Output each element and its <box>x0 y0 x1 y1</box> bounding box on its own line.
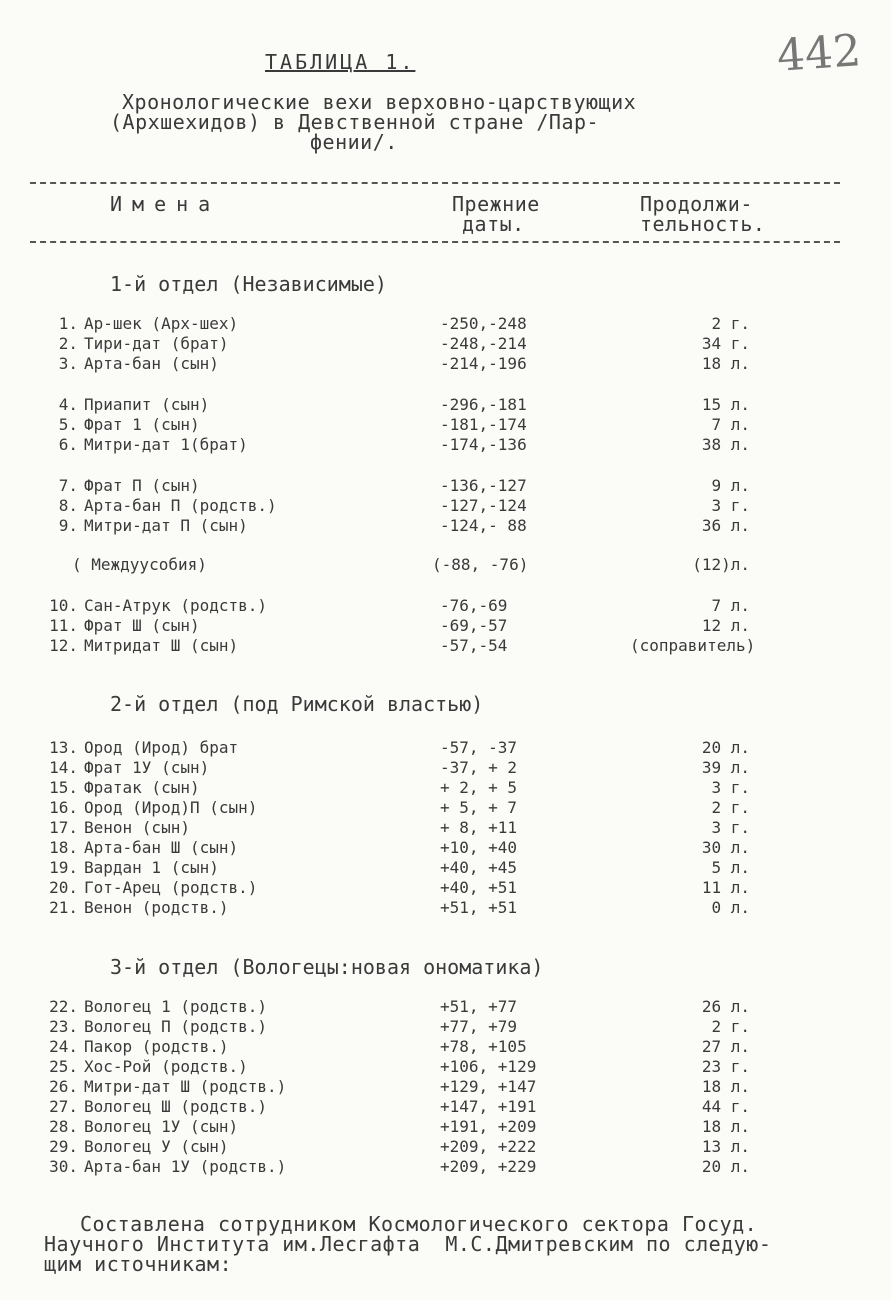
row-duration: 38 л. <box>701 435 750 454</box>
row-dates: +51, +77 <box>440 997 518 1016</box>
row-name: Фрат Ш (сын) <box>84 616 200 635</box>
row-number: 30. <box>49 1157 78 1176</box>
row-number: 7. <box>58 476 78 495</box>
row-duration: 2 г. <box>711 314 750 333</box>
row-dates: -214,-196 <box>440 354 527 373</box>
table-row <box>0 1017 891 1037</box>
row-dates: +209, +229 <box>440 1157 537 1176</box>
row-name: Арта-бан П (родств.) <box>84 496 277 515</box>
row-number: 5. <box>58 415 78 434</box>
row-number: 26. <box>49 1077 78 1096</box>
row-number: 19. <box>49 858 78 877</box>
row-duration: 30 л. <box>701 838 750 857</box>
row-duration: 36 л. <box>701 516 750 535</box>
row-name: Фрат 1У (сын) <box>84 758 210 777</box>
table-row <box>0 1057 891 1077</box>
footer-line-3: щим источникам: <box>44 1252 233 1276</box>
row-name: Вардан 1 (сын) <box>84 858 219 877</box>
table-row <box>0 878 891 898</box>
row-number: 8. <box>58 496 78 515</box>
table-row <box>0 898 891 918</box>
row-name: Вологец 1 (родств.) <box>84 997 268 1016</box>
row-name: Пакор (родств.) <box>84 1037 229 1056</box>
row-duration: 20 л. <box>701 738 750 757</box>
row-dates: -174,-136 <box>440 435 527 454</box>
table-row <box>0 596 891 616</box>
row-name: Вологец Ш (родств.) <box>84 1097 268 1116</box>
row-number: 29. <box>49 1137 78 1156</box>
row-name: Тири-дат (брат) <box>84 334 229 353</box>
table-row <box>0 858 891 878</box>
table-row <box>0 395 891 415</box>
subtitle-line-2: (Архшехидов) в Девственной стране /Пар- <box>110 110 600 134</box>
row-duration: (12)л. <box>692 555 750 574</box>
row-number: 6. <box>58 435 78 454</box>
row-name: Венон (родств.) <box>84 898 229 917</box>
table-row <box>0 818 891 838</box>
row-number: 20. <box>49 878 78 897</box>
table-row <box>0 616 891 636</box>
row-name: Фрат 1 (сын) <box>84 415 200 434</box>
row-duration: 39 л. <box>701 758 750 777</box>
row-dates: (-88, -76) <box>432 555 529 574</box>
table-row <box>0 1037 891 1057</box>
row-dates: +51, +51 <box>440 898 518 917</box>
row-dates: + 2, + 5 <box>440 778 518 797</box>
section-title: 1-й отдел (Независимые) <box>110 272 387 296</box>
column-header-names: Имена <box>110 192 221 216</box>
row-dates: +129, +147 <box>440 1077 537 1096</box>
row-dates: +10, +40 <box>440 838 518 857</box>
row-dates: +40, +51 <box>440 878 518 897</box>
row-dates: -57, -37 <box>440 738 518 757</box>
column-header-duration-1: Продолжи- <box>640 192 753 216</box>
row-number: 13. <box>49 738 78 757</box>
table-row <box>0 314 891 334</box>
column-header-duration-2: тельность. <box>640 212 766 236</box>
row-duration: 18 л. <box>701 1117 750 1136</box>
row-name: Ород (Ирод) брат <box>84 738 239 757</box>
row-dates: +77, +79 <box>440 1017 518 1036</box>
table-row <box>0 1157 891 1177</box>
row-name: Вологец 1У (сын) <box>84 1117 239 1136</box>
row-number: 23. <box>49 1017 78 1036</box>
row-duration: 18 л. <box>701 354 750 373</box>
row-dates: -136,-127 <box>440 476 527 495</box>
row-dates: -76,-69 <box>440 596 508 615</box>
row-duration: 44 г. <box>701 1097 750 1116</box>
column-header-dates-1: Прежние <box>452 192 540 216</box>
row-duration: 2 г. <box>711 1017 750 1036</box>
row-name: Митри-дат Ш (родств.) <box>84 1077 287 1096</box>
row-name: Ород (Ирод)П (сын) <box>84 798 258 817</box>
row-dates: -57,-54 <box>440 636 508 655</box>
table-row <box>0 778 891 798</box>
row-dates: +191, +209 <box>440 1117 537 1136</box>
row-duration: 0 л. <box>711 898 750 917</box>
table-row <box>0 798 891 818</box>
footer-line-1: Составлена сотрудником Космологического сектора Госуд. <box>80 1212 758 1236</box>
row-number: 15. <box>49 778 78 797</box>
page-number-mark: 442 <box>775 25 863 82</box>
row-name: Ар-шек (Арх-шех) <box>84 314 239 333</box>
table-row <box>0 636 891 656</box>
row-duration: 34 г. <box>701 334 750 353</box>
row-duration: 26 л. <box>701 997 750 1016</box>
row-dates: + 8, +11 <box>440 818 518 837</box>
row-name: Вологец П (родств.) <box>84 1017 268 1036</box>
row-dates: +78, +105 <box>440 1037 527 1056</box>
row-number: 9. <box>58 516 78 535</box>
section-title: 3-й отдел (Вологецы:новая ономатика) <box>110 955 544 979</box>
row-duration: 3 г. <box>711 818 750 837</box>
table-row <box>0 496 891 516</box>
row-name: Митри-дат П (сын) <box>84 516 248 535</box>
row-number: 4. <box>58 395 78 414</box>
table-row <box>0 1117 891 1137</box>
row-duration: 23 г. <box>701 1057 750 1076</box>
table-row <box>0 415 891 435</box>
table-row <box>0 1077 891 1097</box>
row-number: 28. <box>49 1117 78 1136</box>
row-dates: +147, +191 <box>440 1097 537 1116</box>
row-dates: -250,-248 <box>440 314 527 333</box>
table-row <box>0 435 891 455</box>
row-duration: 3 г. <box>711 496 750 515</box>
row-name: Фратак (сын) <box>84 778 200 797</box>
row-dates: +209, +222 <box>440 1137 537 1156</box>
row-dates: +106, +129 <box>440 1057 537 1076</box>
row-name: Арта-бан (сын) <box>84 354 219 373</box>
row-number: 2. <box>58 334 78 353</box>
row-number: 10. <box>49 596 78 615</box>
row-dates: -37, + 2 <box>440 758 518 777</box>
row-name: Арта-бан 1У (родств.) <box>84 1157 287 1176</box>
row-name: Арта-бан Ш (сын) <box>84 838 239 857</box>
row-number: 11. <box>49 616 78 635</box>
row-duration: 12 л. <box>701 616 750 635</box>
row-name: Митри-дат 1(брат) <box>84 435 248 454</box>
row-dates: -127,-124 <box>440 496 527 515</box>
row-name: Митридат Ш (сын) <box>84 636 239 655</box>
table-row <box>0 838 891 858</box>
header-rule-top <box>30 182 840 184</box>
row-name: Сан-Атрук (родств.) <box>84 596 268 615</box>
row-number: 18. <box>49 838 78 857</box>
table-title: ТАБЛИЦА 1. <box>265 50 416 74</box>
row-duration: 13 л. <box>701 1137 750 1156</box>
row-dates: -181,-174 <box>440 415 527 434</box>
row-name: Гот-Арец (родств.) <box>84 878 258 897</box>
row-duration: 2 г. <box>711 798 750 817</box>
column-header-dates-2: даты. <box>462 212 525 236</box>
table-row <box>0 555 891 575</box>
table-row <box>0 997 891 1017</box>
row-name: Приапит (сын) <box>84 395 210 414</box>
row-duration: 20 л. <box>701 1157 750 1176</box>
row-dates: -296,-181 <box>440 395 527 414</box>
row-number: 14. <box>49 758 78 777</box>
row-dates: -248,-214 <box>440 334 527 353</box>
row-dates: -124,- 88 <box>440 516 527 535</box>
row-number: 22. <box>49 997 78 1016</box>
row-duration: 15 л. <box>701 395 750 414</box>
table-row <box>0 354 891 374</box>
row-number: 27. <box>49 1097 78 1116</box>
row-number: 17. <box>49 818 78 837</box>
row-duration: 27 л. <box>701 1037 750 1056</box>
row-name: Вологец У (сын) <box>84 1137 229 1156</box>
row-number: 21. <box>49 898 78 917</box>
row-dates: + 5, + 7 <box>440 798 518 817</box>
row-number: 1. <box>58 314 78 333</box>
row-duration: 7 л. <box>711 415 750 434</box>
row-number: 16. <box>49 798 78 817</box>
table-row <box>0 516 891 536</box>
row-duration: 7 л. <box>711 596 750 615</box>
subtitle-line-3: фении/. <box>310 130 398 154</box>
table-row <box>0 738 891 758</box>
row-dates: +40, +45 <box>440 858 518 877</box>
footer-line-2: Научного Института им.Лесгафта М.С.Дмитревским по следую- <box>44 1232 772 1256</box>
row-name: Хос-Рой (родств.) <box>84 1057 248 1076</box>
row-number: 3. <box>58 354 78 373</box>
table-row <box>0 334 891 354</box>
row-name: Венон (сын) <box>84 818 190 837</box>
row-number: 25. <box>49 1057 78 1076</box>
row-duration: 11 л. <box>701 878 750 897</box>
table-row <box>0 476 891 496</box>
row-duration: 18 л. <box>701 1077 750 1096</box>
row-duration: 5 л. <box>711 858 750 877</box>
table-row <box>0 1097 891 1117</box>
row-duration: 9 л. <box>711 476 750 495</box>
header-rule-bottom <box>30 241 840 243</box>
table-row <box>0 1137 891 1157</box>
row-duration: 3 г. <box>711 778 750 797</box>
row-number: 24. <box>49 1037 78 1056</box>
row-name: ( Междуусобия) <box>72 555 207 574</box>
row-number: 12. <box>49 636 78 655</box>
row-name: Фрат П (сын) <box>84 476 200 495</box>
row-duration: (соправитель) <box>630 636 756 655</box>
section-title: 2-й отдел (под Римской властью) <box>110 692 484 716</box>
row-dates: -69,-57 <box>440 616 508 635</box>
subtitle-line-1: Хронологические вехи верховно-царствующих <box>122 90 637 114</box>
table-row <box>0 758 891 778</box>
